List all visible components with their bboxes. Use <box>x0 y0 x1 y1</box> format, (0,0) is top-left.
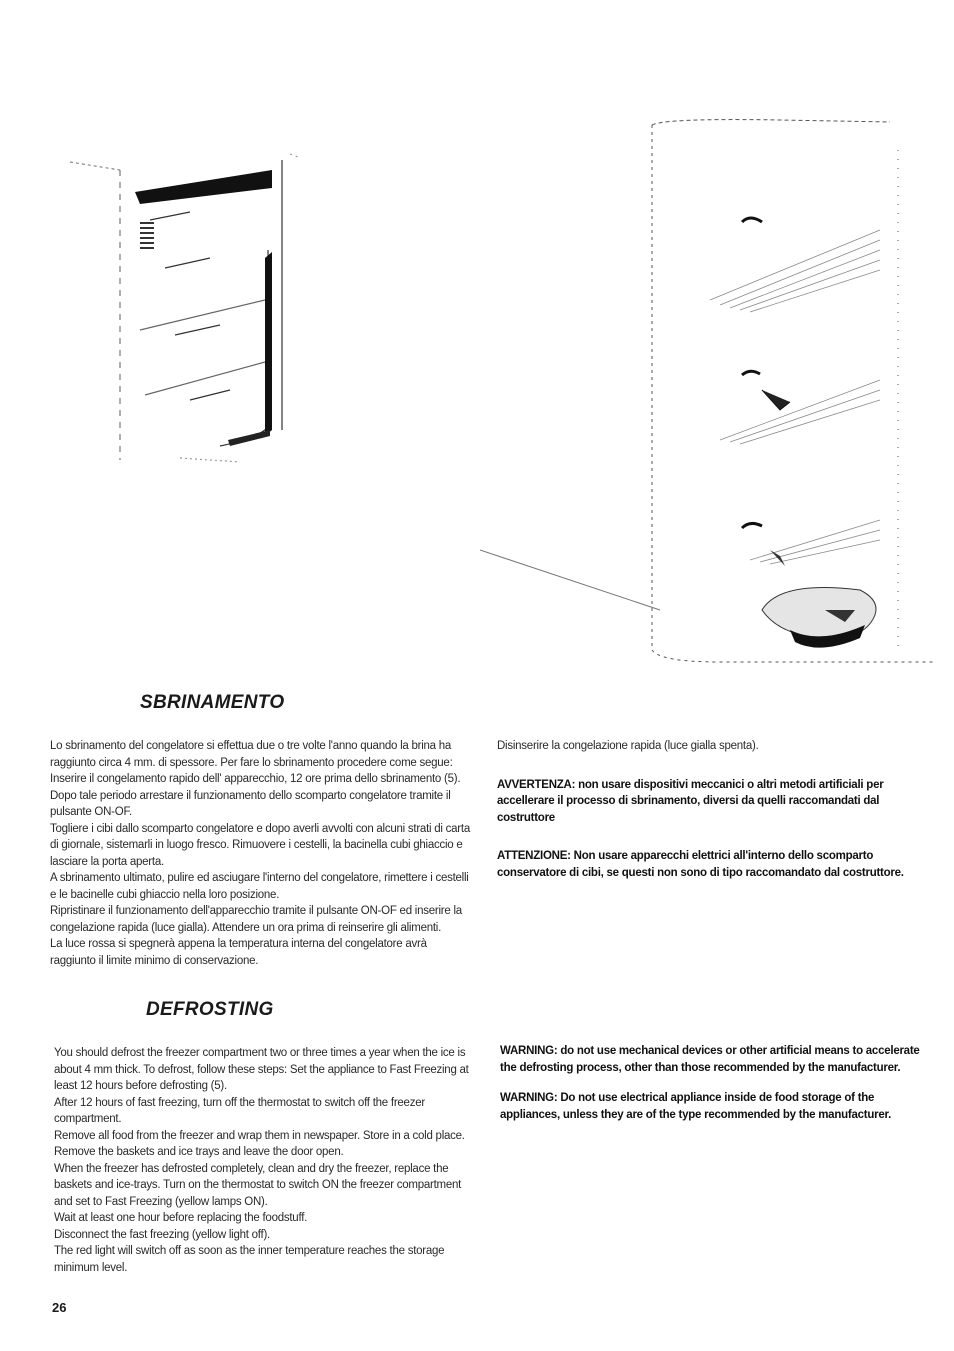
attenzione-note: ATTENZIONE: Non usare apparecchi elettrici all'interno dello scomparto conservatore di cibi, se questi non sono di tipo raccomandato dal costruttore. <box>497 850 904 879</box>
paragraph: After 12 hours of fast freezing, turn off the thermostat to switch off the freezer compartment. <box>54 1096 425 1125</box>
paragraph: The red light will switch off as soon as the inner temperature reaches the storage minimum level. <box>54 1245 445 1274</box>
paragraph: Ripristinare il funzionamento dell'apparecchio tramite il pulsante ON-OF ed inserire la congelazione rapida (luce gialla). Attendere un ora prima di reinserire gli alimenti. <box>50 905 462 934</box>
paragraph: Inserire il congelamento rapido dell' apparecchio, 12 ore prima dello sbrinamento (5). <box>50 773 461 785</box>
warning-note: WARNING: do not use mechanical devices or other artificial means to accelerate the defrosting process, other than those recommended by the manufacturer. <box>500 1045 920 1074</box>
paragraph: When the freezer has defrosted completely, clean and dry the freezer, replace the baskets and ice-trays. Turn on the thermostat to switch ON the freezer compartment and set to Fast Freezing (yellow lamps ON). <box>54 1162 462 1208</box>
paragraph: Dopo tale periodo arrestare il funzionamento dello scomparto congelatore tramite il pulsante ON-OF. <box>50 789 451 818</box>
paragraph: Disinserire la congelazione rapida (luce gialla spenta). <box>497 740 759 752</box>
paragraph: You should defrost the freezer compartment two or three times a year when the ice is about 4 mm thick. To defrost, follow these steps: Set the appliance to Fast Freezing at least 12 hours before defrosting (5). <box>54 1047 469 1092</box>
paragraph: A sbrinamento ultimato, pulire ed asciugare l'interno del congelatore, rimettere i cestelli e le bacinelle cubi ghiaccio nella loro posizione. <box>50 872 469 901</box>
avvertenza-note: AVVERTENZA: non usare dispositivi meccanici o altri metodi artificiali per accellerare il processo di sbrinamento, diversi da quelli raccomandati dal costruttore <box>497 778 884 824</box>
paragraph: Togliere i cibi dallo scomparto congelatore e dopo averli avvolti con alcuni strati di carta di giornale, sistemarli in luogo fresco. Rimuovere i cestelli, la bacinella cubi ghiaccio e lasciare la porta aperta. <box>50 822 470 868</box>
warning-note: WARNING: Do not use electrical appliance inside de food storage of the appliances, unless they are of the type recommended by the manufacturer. <box>500 1092 892 1121</box>
section-heading-english: DEFROSTING <box>146 999 274 1020</box>
paragraph: Wait at least one hour before replacing the foodstuff. <box>54 1212 308 1224</box>
italian-instructions <box>50 738 472 969</box>
section-heading-italian: SBRINAMENTO <box>140 692 285 713</box>
freezer-interior-defrost-illustration <box>480 110 940 670</box>
paragraph: Lo sbrinamento del congelatore si effettua due o tre volte l'anno quando la brina ha raggiunto circa 4 mm. di spessore. Per fare lo sbrinamento procedere come segue: <box>50 740 453 769</box>
freezer-drawers-illustration <box>60 140 300 480</box>
italian-warnings <box>497 738 921 881</box>
english-instructions <box>54 1045 476 1276</box>
paragraph: Remove all food from the freezer and wrap them in newspaper. Store in a cold place. Remove the baskets and ice trays and leave the door open. <box>54 1129 465 1158</box>
paragraph: La luce rossa si spegnerà appena la temperatura interna del congelatore avrà raggiunto il limite minimo di conservazione. <box>50 938 427 967</box>
page-number: 26 <box>52 1300 67 1315</box>
english-warnings <box>500 1043 922 1123</box>
paragraph: Disconnect the fast freezing (yellow light off). <box>54 1228 270 1241</box>
